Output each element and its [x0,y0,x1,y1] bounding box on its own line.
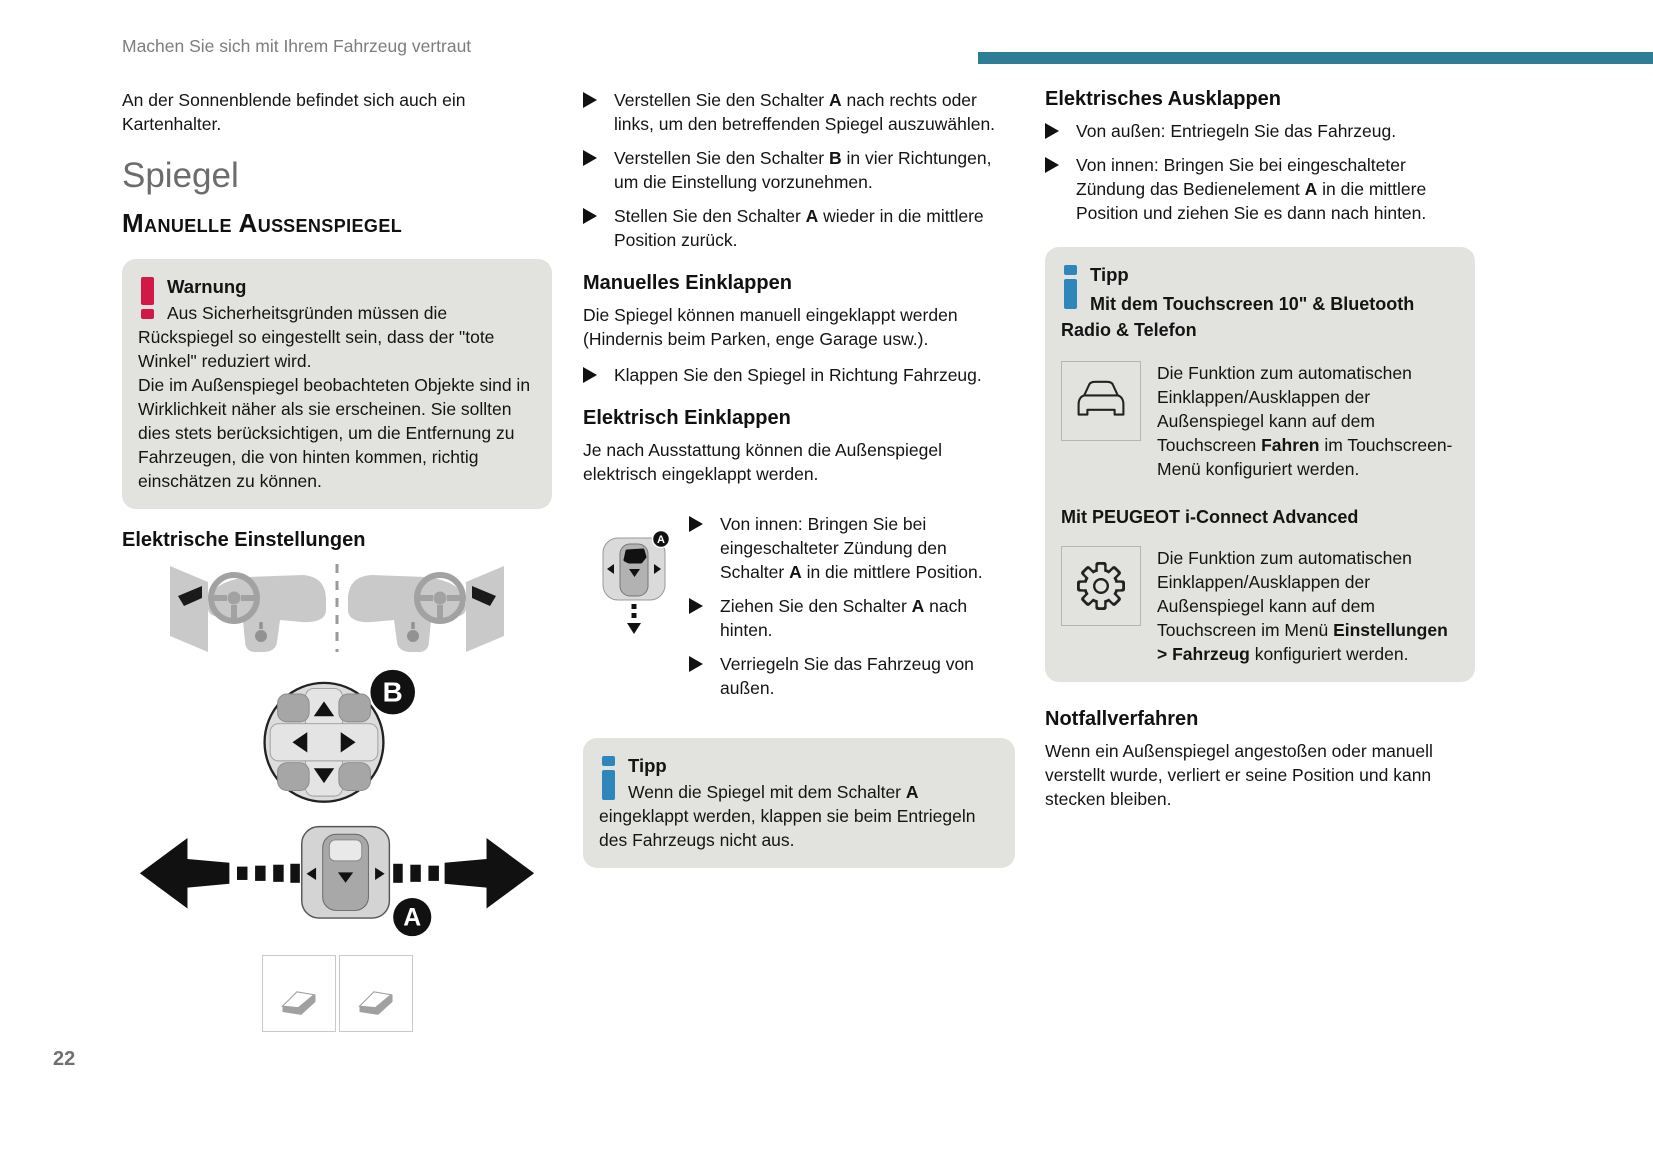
heading-electric-unfold: Elektrisches Ausklappen [1045,88,1282,110]
step-item [1045,153,1475,225]
text-run-bold: B [829,148,842,168]
gear-icon [1061,546,1141,626]
emergency-text: Wenn ein Außenspiegel angestoßen oder manuell verstellt wurde, verliert er seine Position und kann stecken bleiben. [1045,741,1433,809]
text-run: Von innen: Bringen Sie bei eingeschalteter Zündung das Bedienelement [1076,155,1406,199]
column-right [1045,88,1475,811]
text-run: eingeklappt werden, klappen sie beim Entriegeln des Fahrzeugs nicht aus. [599,806,976,850]
figure-mirror-buttons [122,955,552,1032]
step-item [689,594,1015,642]
section-title: Spiegel [122,156,239,195]
car-front-icon [1061,361,1141,441]
heading-electric-fold: Elektrisch Einklappen [583,407,791,429]
step-text [614,148,991,192]
bullet-triangle-icon [583,367,597,383]
step-text [614,90,995,134]
tip-title: Tipp [628,755,667,776]
text-run-bold: A [1304,179,1318,199]
column-middle [583,88,1015,868]
manual-fold-text: Die Spiegel können manuell eingeklappt werden (Hindernis beim Parken, enge Garage usw.). [583,305,958,349]
text-run: Klappen Sie den Spiegel in Richtung Fahrzeug. [614,365,982,385]
step-item [583,363,1015,387]
tip-subhead-iconnect: Mit PEUGEOT i-Connect Advanced [1061,507,1359,527]
info-icon [602,756,615,800]
manual-fold-steps-list [583,363,1015,387]
mirror-button-left-icon [262,955,336,1032]
step-item [1045,119,1475,143]
text-run-bold: A [789,562,802,582]
text-run: nach rechts oder links, um den betreffenden Spiegel auszuwählen. [614,90,996,134]
text-run-bold: Fahren [1261,435,1320,455]
breadcrumb: Machen Sie sich mit Ihrem Fahrzeug vertraut [122,36,472,56]
heading-electric-settings: Elektrische Einstellungen [122,529,366,551]
text-run-bold: Einstellungen > Fahrzeug [1157,620,1448,664]
step-item [583,204,1015,252]
tip-item-touchscreen [1061,361,1459,481]
bullet-triangle-icon [1045,157,1059,173]
text-run: in vier Richtungen, um die Einstellung vorzunehmen. [614,148,992,192]
figure-selector-switch [132,819,542,939]
step-text [614,365,982,385]
text-run: Verriegeln Sie das Fahrzeug von außen. [720,654,974,698]
label-a-badge-small: A [657,534,665,546]
electric-fold-text: Je nach Ausstattung können die Außenspiegel elektrisch eingeklappt werden. [583,440,943,484]
column-left [122,88,552,1032]
bullet-triangle-icon [1045,123,1059,139]
label-b-badge: B [382,676,403,708]
unfold-steps-list [1045,119,1475,225]
warning-text-2: Die im Außenspiegel beobachteten Objekte sind in Wirklichkeit näher als sie erscheinen. Sie sollten dies stets berücksichtigen, um die Entfernung zu Fahrzeugen, die von hinten kommen, richtig einschätzen zu können. [138,375,531,491]
step-text [614,206,984,250]
tip-item-text [1157,361,1459,481]
text-run-bold: A [805,206,819,226]
heading-manual-fold: Manuelles Einklappen [583,272,792,294]
step-item [583,88,1015,136]
accent-bar [978,52,1653,64]
text-run: in die mittlere Position. [801,562,983,582]
text-run: Die Funktion zum automatischen Einklappen/Ausklappen der Außenspiegel kann auf dem Touchscreen im Menü [1157,548,1412,640]
page-number: 22 [53,1048,76,1070]
text-run: Stellen Sie den Schalter [614,206,806,226]
bullet-triangle-icon [583,208,597,224]
text-run: Verstellen Sie den Schalter [614,90,829,110]
text-run-bold: A [829,90,842,110]
step-item [689,512,1015,584]
subsection-title: Manuelle Außenspiegel [122,208,403,238]
exclamation-icon [141,277,154,319]
text-run: im Touchscreen-Menü konfiguriert werden. [1157,435,1453,479]
electric-fold-row [583,512,1015,710]
bullet-triangle-icon [689,516,703,532]
tip-item-text [1157,546,1459,666]
intro-paragraph: An der Sonnenblende befindet sich auch ein Kartenhalter. [122,90,466,134]
tip-box-fold [583,738,1015,868]
warning-box [122,259,552,509]
tip-title: Tipp [1090,264,1129,285]
tip-subhead-touchscreen: Mit dem Touchscreen 10" & Bluetooth Radio & Telefon [1061,294,1415,340]
figure-fold-switch [583,512,689,710]
text-run: Von innen: Bringen Sie bei eingeschalteter Zündung den Schalter [720,514,947,582]
bullet-triangle-icon [689,598,703,614]
bullet-triangle-icon [583,150,597,166]
mirror-button-right-icon [339,955,413,1032]
figure-cockpit-overview [164,560,510,660]
adjust-steps-list [583,88,1015,252]
step-item [689,652,1015,700]
text-run: Verstellen Sie den Schalter [614,148,829,168]
text-run: Ziehen Sie den Schalter [720,596,912,616]
bullet-triangle-icon [689,656,703,672]
warning-text-1: Aus Sicherheitsgründen müssen die Rückspiegel so eingestellt sein, dass der "tote Winkel" reduziert wird. [138,303,495,371]
figure-direction-pad [257,668,417,811]
text-run-bold: A [905,782,919,802]
warning-title: Warnung [167,276,247,297]
tip-box-touchscreen [1045,247,1475,682]
step-text [720,654,974,698]
step-text [720,596,967,640]
text-run: Die Funktion zum automatischen Einklappen/Ausklappen der Außenspiegel kann auf dem Touchscreen [1157,363,1412,455]
step-text [1076,155,1426,223]
electric-fold-steps [689,512,1015,710]
tip-text [599,780,999,852]
label-a-badge: A [403,904,422,932]
text-run-bold: A [911,596,925,616]
heading-emergency: Notfallverfahren [1045,708,1199,730]
text-run: wieder in die mittlere Position zurück. [614,206,984,250]
step-item [583,146,1015,194]
bullet-triangle-icon [583,92,597,108]
step-text [720,514,983,582]
text-run: nach hinten. [720,596,968,640]
step-text [1076,121,1396,141]
text-run: konfiguriert werden. [1249,644,1409,664]
text-run: in die mittlere Position und ziehen Sie es dann nach hinten. [1076,179,1427,223]
info-icon [1064,265,1077,309]
text-run: Wenn die Spiegel mit dem Schalter [628,782,906,802]
tip-item-iconnect [1061,546,1459,666]
text-run: Von außen: Entriegeln Sie das Fahrzeug. [1076,121,1397,141]
